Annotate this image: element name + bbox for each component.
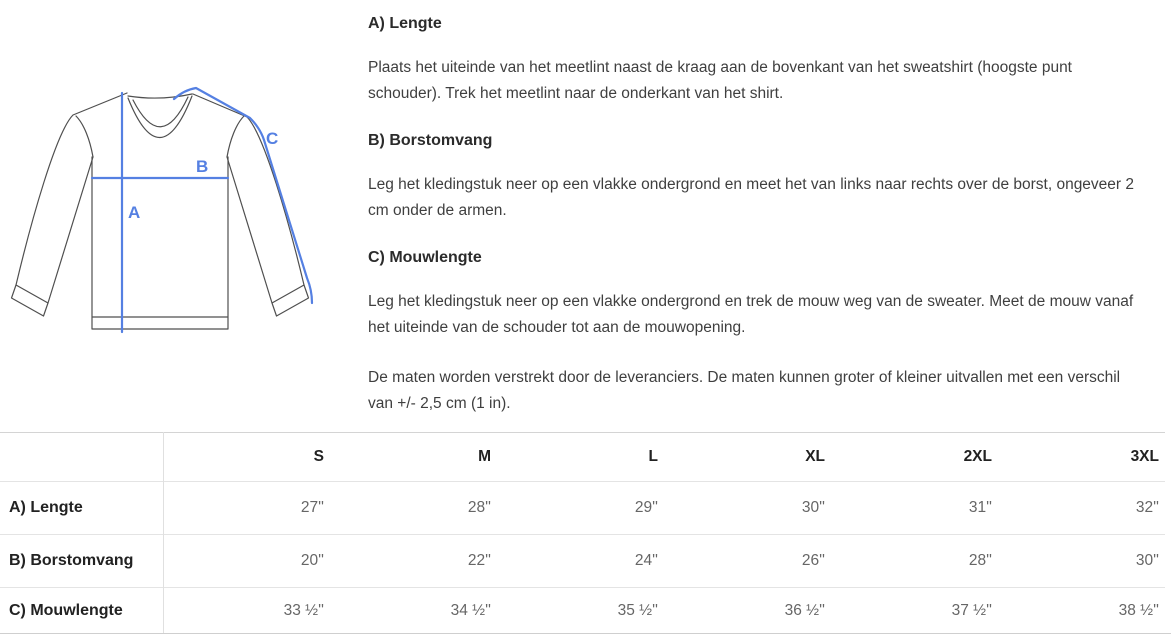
size-value: 31''	[968, 499, 992, 516]
size-value: 30''	[1135, 552, 1159, 569]
sweatshirt-measurement-diagram	[0, 60, 340, 350]
size-value: 35 ½''	[617, 601, 658, 619]
size-value: 37 ½''	[951, 601, 992, 619]
size-value: 27''	[163, 482, 330, 535]
size-value: 26''	[801, 552, 825, 569]
measure-label-c: C	[266, 129, 279, 148]
row-label-borstomvang: B) Borstomvang	[9, 552, 134, 569]
section-c-heading: C) Mouwlengte	[368, 249, 482, 266]
section-c-body: Leg het kledingstuk neer op een vlakke ondergrond en trek de mouw weg van de sweater. Meet de mouw vanaf het uiteinde van de schouder tot aan de mouwopening.	[368, 293, 1134, 336]
row-label-mouwlengte: C) Mouwlengte	[9, 601, 123, 619]
measure-label-a: A	[128, 203, 141, 222]
size-value: 34 ½''	[450, 601, 491, 619]
size-value: 29''	[634, 499, 658, 516]
size-value: 32''	[1135, 499, 1159, 516]
table-row-borstomvang	[0, 535, 1165, 588]
size-value: 28''	[968, 552, 992, 569]
section-b-body: Leg het kledingstuk neer op een vlakke ondergrond en meet het van links naar rechts over de borst, ongeveer 2 cm onder de armen.	[368, 176, 1135, 219]
section-a-body: Plaats het uiteinde van het meetlint naast de kraag aan de bovenkant van het sweatshirt (hoogste punt schouder). Trek het meetlint naar de onderkant van het shirt.	[368, 59, 1072, 102]
size-table	[0, 432, 1165, 634]
size-value: 24''	[634, 552, 658, 569]
size-column-header-2xl: 2XL	[963, 448, 992, 465]
shirt-outline	[12, 93, 309, 329]
size-column-header-xl: XL	[805, 448, 825, 465]
size-value: 30''	[801, 499, 825, 516]
measure-label-b: B	[196, 157, 209, 176]
measurement-labels	[128, 129, 278, 222]
supplier-note: De maten worden verstrekt door de leveranciers. De maten kunnen groter of kleiner uitvallen met een verschil van +/- 2,5 cm (1 in).	[368, 369, 1121, 412]
section-a-heading: A) Lengte	[368, 15, 442, 32]
measurement-instructions	[368, 14, 1148, 441]
size-column-header-3xl: 3XL	[1130, 448, 1159, 465]
size-value: 28''	[467, 499, 491, 516]
size-value: 22''	[467, 552, 491, 569]
table-row-lengte	[0, 482, 1165, 535]
size-column-header-s: S	[163, 433, 330, 482]
bottom-divider	[0, 633, 1171, 634]
size-table-corner-cell	[0, 433, 163, 482]
size-column-header-l: L	[648, 448, 658, 465]
size-value: 36 ½''	[784, 601, 825, 619]
size-table-header-row	[0, 433, 1165, 482]
table-row-mouwlengte	[0, 588, 1165, 634]
size-value: 33 ½''	[163, 588, 330, 634]
sweatshirt-diagram-svg	[0, 60, 340, 350]
section-b-heading: B) Borstomvang	[368, 132, 493, 149]
size-value: 38 ½''	[1118, 601, 1159, 619]
measurement-lines	[92, 88, 312, 332]
size-column-header-m: M	[478, 448, 491, 465]
row-label-lengte: A) Lengte	[9, 499, 83, 516]
size-value: 20''	[163, 535, 330, 588]
measure-line-c	[174, 88, 312, 303]
